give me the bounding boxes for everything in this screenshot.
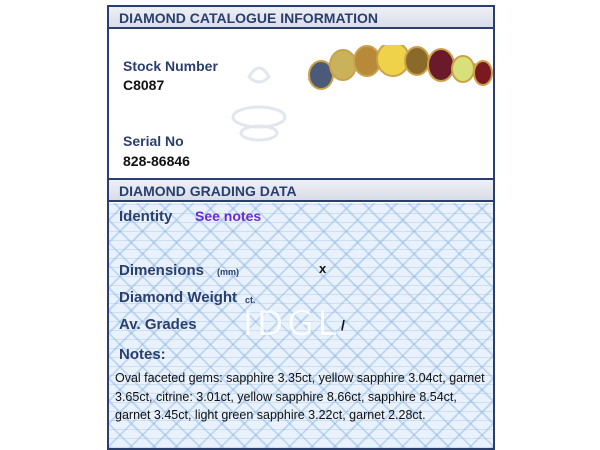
av-grades-label: Av. Grades	[119, 316, 197, 333]
av-grades-separator: /	[341, 317, 345, 333]
gemstone-bracelet-image	[307, 45, 493, 101]
identity-value: See notes	[195, 208, 262, 224]
identity-label: Identity	[119, 208, 173, 225]
stock-number-label: Stock Number	[123, 58, 218, 74]
serial-no-label: Serial No	[123, 133, 184, 149]
catalogue-card	[107, 5, 495, 450]
idgl-watermark: IDGL	[243, 304, 341, 344]
diamond-weight-unit: ct.	[245, 295, 256, 305]
dimensions-separator: x	[319, 261, 327, 276]
serial-no-value: 828-86846	[123, 153, 190, 169]
stock-number-value: C8087	[123, 77, 165, 93]
notes-text: Oval faceted gems: sapphire 3.35ct, yellow sapphire 3.04ct, garnet 3.65ct, citrine: 3.01ct, yellow sapphire 8.66ct, sapphire 8.54ct, garnet 3.45ct, light green sapphire 3.22ct, garnet 2.28ct.	[115, 371, 485, 422]
catalogue-header: DIAMOND CATALOGUE INFORMATION	[109, 7, 493, 29]
diamond-weight-label: Diamond Weight	[119, 289, 238, 306]
grading-header: DIAMOND GRADING DATA	[109, 178, 493, 202]
notes-label: Notes:	[119, 346, 166, 363]
dimensions-label: Dimensions	[119, 262, 205, 279]
dimensions-unit: (mm)	[217, 267, 239, 277]
